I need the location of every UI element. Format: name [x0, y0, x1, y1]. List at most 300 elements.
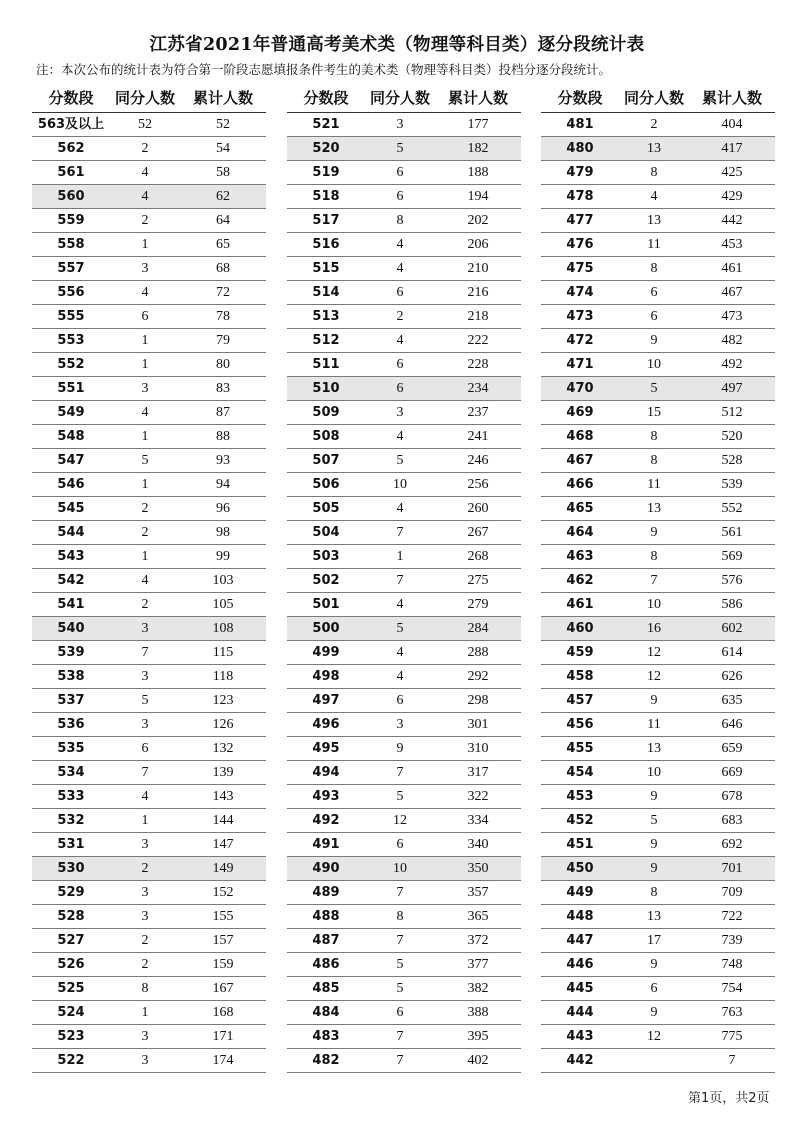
same-score-count-cell: 3 [141, 381, 149, 396]
same-score-count-cell: 9 [650, 1005, 658, 1020]
score-cell: 496 [312, 717, 340, 732]
same-score-count-cell: 9 [650, 525, 658, 540]
page-title: 江苏省2021年普通高考美术类（物理等科目类）逐分段统计表 [149, 35, 645, 55]
score-cell: 484 [312, 1005, 340, 1020]
table-row [32, 953, 266, 977]
score-cell: 470 [566, 381, 594, 396]
score-cell: 478 [566, 189, 594, 204]
score-cell: 551 [57, 381, 85, 396]
same-score-count-cell: 11 [647, 237, 661, 252]
table-row [287, 497, 521, 521]
score-cell: 543 [57, 549, 85, 564]
table-row [287, 929, 521, 953]
table-row [32, 1049, 266, 1073]
table-row [32, 209, 266, 233]
cumulative-count-cell: 748 [721, 957, 743, 972]
same-score-count-cell: 8 [650, 429, 658, 444]
table-row [32, 113, 266, 137]
score-cell: 540 [57, 621, 85, 636]
same-score-count-cell: 5 [650, 381, 658, 396]
same-score-count-cell: 10 [393, 477, 407, 492]
table-row [287, 233, 521, 257]
score-cell: 487 [312, 933, 340, 948]
same-score-count-cell: 6 [396, 357, 404, 372]
score-cell: 457 [566, 693, 594, 708]
score-cell: 527 [57, 933, 85, 948]
same-score-count-cell: 13 [647, 909, 661, 924]
score-cell: 535 [57, 741, 85, 756]
same-score-count-cell: 6 [396, 381, 404, 396]
cumulative-count-cell: 417 [721, 141, 743, 156]
cumulative-count-cell: 194 [467, 189, 489, 204]
table-row [32, 161, 266, 185]
cumulative-count-cell: 372 [467, 933, 489, 948]
score-cell: 452 [566, 813, 594, 828]
score-cell: 468 [566, 429, 594, 444]
table-row [32, 449, 266, 473]
score-cell: 539 [57, 645, 85, 660]
same-score-count-cell: 3 [141, 1053, 149, 1068]
score-table-column-3 [541, 86, 775, 1073]
same-score-count-cell: 6 [141, 741, 149, 756]
same-score-count-cell: 2 [141, 597, 149, 612]
cumulative-count-cell: 188 [467, 165, 489, 180]
score-cell: 485 [312, 981, 340, 996]
same-score-count-cell: 6 [396, 165, 404, 180]
score-cell: 461 [566, 597, 594, 612]
cumulative-count-cell: 275 [467, 573, 489, 588]
score-cell: 499 [312, 645, 340, 660]
same-score-count-cell: 4 [396, 501, 404, 516]
score-cell: 552 [57, 357, 85, 372]
table-row [32, 137, 266, 161]
cumulative-count-cell: 425 [721, 165, 743, 180]
score-cell: 497 [312, 693, 340, 708]
cumulative-count-cell: 78 [216, 309, 230, 324]
same-score-count-cell: 9 [396, 741, 404, 756]
cumulative-count-cell: 132 [212, 741, 234, 756]
cumulative-count-cell: 453 [721, 237, 743, 252]
table-row [287, 185, 521, 209]
same-score-count-cell: 4 [396, 597, 404, 612]
cumulative-count-cell: 365 [467, 909, 489, 924]
score-cell: 538 [57, 669, 85, 684]
score-cell: 493 [312, 789, 340, 804]
page-footer: 第1页，共2页 [688, 1091, 770, 1106]
header-cell: 同分人数 [623, 89, 684, 107]
same-score-count-cell: 2 [141, 957, 149, 972]
table-row [541, 641, 775, 665]
table-row [287, 713, 521, 737]
table-row [541, 161, 775, 185]
table-row [32, 329, 266, 353]
same-score-count-cell: 4 [141, 573, 149, 588]
same-score-count-cell: 1 [141, 549, 149, 564]
same-score-count-cell: 9 [650, 333, 658, 348]
same-score-count-cell: 9 [650, 861, 658, 876]
same-score-count-cell: 9 [650, 837, 658, 852]
score-cell: 558 [57, 237, 85, 252]
score-table-column-2 [287, 86, 521, 1073]
score-cell: 512 [312, 333, 340, 348]
cumulative-count-cell: 683 [721, 813, 743, 828]
score-cell: 442 [566, 1053, 594, 1068]
cumulative-count-cell: 147 [212, 837, 234, 852]
score-cell: 486 [312, 957, 340, 972]
cumulative-count-cell: 317 [467, 765, 489, 780]
score-table-column-1 [32, 86, 266, 1073]
score-cell: 476 [566, 237, 594, 252]
cumulative-count-cell: 228 [467, 357, 489, 372]
score-cell: 507 [312, 453, 340, 468]
cumulative-count-cell: 105 [212, 597, 234, 612]
score-cell: 549 [57, 405, 85, 420]
score-cell: 498 [312, 669, 340, 684]
cumulative-count-cell: 54 [216, 141, 230, 156]
cumulative-count-cell: 58 [216, 165, 230, 180]
table-row [32, 761, 266, 785]
same-score-count-cell: 12 [393, 813, 407, 828]
same-score-count-cell: 11 [647, 477, 661, 492]
same-score-count-cell: 3 [141, 717, 149, 732]
cumulative-count-cell: 139 [212, 765, 234, 780]
header-cell: 累计人数 [192, 89, 253, 107]
cumulative-count-cell: 395 [467, 1029, 489, 1044]
same-score-count-cell: 8 [396, 909, 404, 924]
table-row [32, 905, 266, 929]
table-row [32, 569, 266, 593]
score-cell: 469 [566, 405, 594, 420]
table-row [32, 377, 266, 401]
table-row [32, 713, 266, 737]
score-cell: 526 [57, 957, 85, 972]
cumulative-count-cell: 171 [212, 1029, 234, 1044]
score-cell: 491 [312, 837, 340, 852]
same-score-count-cell: 3 [141, 261, 149, 276]
score-cell: 561 [57, 165, 85, 180]
same-score-count-cell: 17 [647, 933, 661, 948]
same-score-count-cell: 9 [650, 957, 658, 972]
same-score-count-cell: 12 [647, 645, 661, 660]
cumulative-count-cell: 64 [216, 213, 230, 228]
score-cell: 480 [566, 141, 594, 156]
same-score-count-cell: 7 [396, 573, 404, 588]
same-score-count-cell: 3 [396, 405, 404, 420]
cumulative-count-cell: 267 [467, 525, 489, 540]
same-score-count-cell: 1 [141, 333, 149, 348]
same-score-count-cell: 9 [650, 789, 658, 804]
table-row [541, 1049, 775, 1073]
score-cell: 559 [57, 213, 85, 228]
score-cell: 547 [57, 453, 85, 468]
header-cell: 分数段 [303, 89, 349, 107]
score-cell: 488 [312, 909, 340, 924]
table-row [32, 545, 266, 569]
same-score-count-cell: 1 [141, 477, 149, 492]
same-score-count-cell: 13 [647, 501, 661, 516]
cumulative-count-cell: 234 [467, 381, 489, 396]
same-score-count-cell: 1 [141, 237, 149, 252]
table-row [32, 785, 266, 809]
table-row [541, 857, 775, 881]
table-row [287, 137, 521, 161]
table-header [541, 86, 775, 113]
cumulative-count-cell: 167 [212, 981, 234, 996]
score-cell: 463 [566, 549, 594, 564]
table-row [32, 521, 266, 545]
same-score-count-cell: 12 [647, 669, 661, 684]
table-row [287, 641, 521, 665]
table-row [541, 1001, 775, 1025]
table-row [32, 305, 266, 329]
table-row [32, 425, 266, 449]
same-score-count-cell: 5 [396, 789, 404, 804]
score-cell: 544 [57, 525, 85, 540]
score-cell: 462 [566, 573, 594, 588]
cumulative-count-cell: 292 [467, 669, 489, 684]
same-score-count-cell: 4 [141, 405, 149, 420]
score-cell: 464 [566, 525, 594, 540]
table-row [541, 689, 775, 713]
same-score-count-cell: 6 [650, 981, 658, 996]
table-row [287, 785, 521, 809]
table-row [287, 881, 521, 905]
cumulative-count-cell: 322 [467, 789, 489, 804]
table-row [32, 185, 266, 209]
table-row [287, 1025, 521, 1049]
same-score-count-cell: 13 [647, 141, 661, 156]
table-row [541, 881, 775, 905]
same-score-count-cell: 1 [396, 549, 404, 564]
table-row [32, 401, 266, 425]
score-cell: 474 [566, 285, 594, 300]
cumulative-count-cell: 709 [721, 885, 743, 900]
header-cell: 累计人数 [701, 89, 762, 107]
cumulative-count-cell: 482 [721, 333, 743, 348]
same-score-count-cell: 5 [396, 957, 404, 972]
same-score-count-cell: 7 [396, 525, 404, 540]
score-cell: 466 [566, 477, 594, 492]
cumulative-count-cell: 461 [721, 261, 743, 276]
cumulative-count-cell: 635 [721, 693, 743, 708]
score-cell: 479 [566, 165, 594, 180]
score-cell: 503 [312, 549, 340, 564]
same-score-count-cell: 4 [396, 333, 404, 348]
same-score-count-cell: 3 [141, 621, 149, 636]
same-score-count-cell: 3 [141, 1029, 149, 1044]
cumulative-count-cell: 754 [721, 981, 743, 996]
same-score-count-cell: 3 [396, 117, 404, 132]
cumulative-count-cell: 7 [728, 1053, 736, 1068]
table-row [32, 353, 266, 377]
score-cell: 521 [312, 117, 340, 132]
cumulative-count-cell: 177 [467, 117, 489, 132]
cumulative-count-cell: 218 [467, 309, 489, 324]
cumulative-count-cell: 646 [721, 717, 743, 732]
same-score-count-cell: 7 [396, 933, 404, 948]
table-row [287, 1049, 521, 1073]
cumulative-count-cell: 126 [212, 717, 234, 732]
cumulative-count-cell: 614 [721, 645, 743, 660]
table-row [32, 497, 266, 521]
same-score-count-cell: 6 [396, 693, 404, 708]
score-cell: 508 [312, 429, 340, 444]
same-score-count-cell: 12 [647, 1029, 661, 1044]
same-score-count-cell: 11 [647, 717, 661, 732]
cumulative-count-cell: 388 [467, 1005, 489, 1020]
score-cell: 546 [57, 477, 85, 492]
cumulative-count-cell: 284 [467, 621, 489, 636]
cumulative-count-cell: 93 [216, 453, 230, 468]
table-row [287, 569, 521, 593]
score-cell: 528 [57, 909, 85, 924]
cumulative-count-cell: 152 [212, 885, 234, 900]
same-score-count-cell: 4 [396, 669, 404, 684]
same-score-count-cell: 15 [647, 405, 661, 420]
same-score-count-cell: 6 [650, 285, 658, 300]
cumulative-count-cell: 569 [721, 549, 743, 564]
table-row [287, 593, 521, 617]
cumulative-count-cell: 350 [467, 861, 489, 876]
same-score-count-cell: 10 [393, 861, 407, 876]
cumulative-count-cell: 310 [467, 741, 489, 756]
table-row [541, 713, 775, 737]
same-score-count-cell: 4 [396, 429, 404, 444]
cumulative-count-cell: 260 [467, 501, 489, 516]
table-row [32, 665, 266, 689]
same-score-count-cell: 7 [141, 645, 149, 660]
table-row [287, 689, 521, 713]
same-score-count-cell: 16 [647, 621, 661, 636]
same-score-count-cell: 8 [396, 213, 404, 228]
table-row [541, 257, 775, 281]
table-row [541, 473, 775, 497]
score-cell: 531 [57, 837, 85, 852]
score-cell: 536 [57, 717, 85, 732]
same-score-count-cell: 1 [141, 429, 149, 444]
cumulative-count-cell: 442 [721, 213, 743, 228]
score-cell: 534 [57, 765, 85, 780]
table-row [541, 809, 775, 833]
cumulative-count-cell: 334 [467, 813, 489, 828]
table-row [541, 569, 775, 593]
score-cell: 506 [312, 477, 340, 492]
table-row [541, 665, 775, 689]
same-score-count-cell: 4 [650, 189, 658, 204]
cumulative-count-cell: 561 [721, 525, 743, 540]
cumulative-count-cell: 520 [721, 429, 743, 444]
same-score-count-cell: 7 [141, 765, 149, 780]
score-cell: 509 [312, 405, 340, 420]
table-row [541, 545, 775, 569]
cumulative-count-cell: 94 [216, 477, 230, 492]
table-row [541, 329, 775, 353]
same-score-count-cell: 2 [141, 213, 149, 228]
cumulative-count-cell: 52 [216, 117, 230, 132]
same-score-count-cell: 5 [396, 981, 404, 996]
same-score-count-cell: 5 [396, 141, 404, 156]
score-cell: 511 [312, 357, 340, 372]
table-row [541, 977, 775, 1001]
same-score-count-cell: 4 [396, 237, 404, 252]
score-cell: 500 [312, 621, 340, 636]
same-score-count-cell: 8 [650, 453, 658, 468]
cumulative-count-cell: 149 [212, 861, 234, 876]
same-score-count-cell: 2 [650, 117, 658, 132]
same-score-count-cell: 4 [141, 189, 149, 204]
table-header [32, 86, 266, 113]
same-score-count-cell: 5 [141, 453, 149, 468]
same-score-count-cell: 2 [141, 861, 149, 876]
score-cell: 490 [312, 861, 340, 876]
same-score-count-cell: 7 [650, 573, 658, 588]
table-row [541, 305, 775, 329]
table-row [541, 209, 775, 233]
score-cell: 459 [566, 645, 594, 660]
same-score-count-cell: 6 [396, 837, 404, 852]
table-row [32, 233, 266, 257]
score-cell: 562 [57, 141, 85, 156]
score-cell: 563及以上 [37, 117, 105, 132]
cumulative-count-cell: 62 [216, 189, 230, 204]
table-row [287, 809, 521, 833]
table-row [541, 281, 775, 305]
cumulative-count-cell: 96 [216, 501, 230, 516]
table-row [541, 593, 775, 617]
table-row [541, 929, 775, 953]
same-score-count-cell: 10 [647, 357, 661, 372]
table-row [287, 161, 521, 185]
table-row [541, 137, 775, 161]
table-row [287, 521, 521, 545]
score-cell: 556 [57, 285, 85, 300]
cumulative-count-cell: 722 [721, 909, 743, 924]
same-score-count-cell: 5 [396, 453, 404, 468]
cumulative-count-cell: 298 [467, 693, 489, 708]
cumulative-count-cell: 357 [467, 885, 489, 900]
score-cell: 465 [566, 501, 594, 516]
score-cell: 443 [566, 1029, 594, 1044]
table-row [287, 761, 521, 785]
header-cell: 分数段 [48, 89, 94, 107]
table-row [32, 929, 266, 953]
table-row [287, 737, 521, 761]
score-cell: 495 [312, 741, 340, 756]
header-cell: 同分人数 [114, 89, 175, 107]
score-cell: 454 [566, 765, 594, 780]
same-score-count-cell: 6 [396, 285, 404, 300]
same-score-count-cell: 13 [647, 741, 661, 756]
score-cell: 446 [566, 957, 594, 972]
score-cell: 518 [312, 189, 340, 204]
same-score-count-cell: 7 [396, 1053, 404, 1068]
same-score-count-cell: 6 [396, 1005, 404, 1020]
cumulative-count-cell: 168 [212, 1005, 234, 1020]
same-score-count-cell: 8 [141, 981, 149, 996]
score-cell: 542 [57, 573, 85, 588]
same-score-count-cell: 4 [396, 645, 404, 660]
same-score-count-cell: 3 [141, 909, 149, 924]
table-row [32, 593, 266, 617]
table-row [32, 857, 266, 881]
cumulative-count-cell: 79 [216, 333, 230, 348]
table-row [541, 905, 775, 929]
cumulative-count-cell: 701 [721, 861, 743, 876]
cumulative-count-cell: 99 [216, 549, 230, 564]
score-cell: 502 [312, 573, 340, 588]
cumulative-count-cell: 159 [212, 957, 234, 972]
table-row [541, 233, 775, 257]
